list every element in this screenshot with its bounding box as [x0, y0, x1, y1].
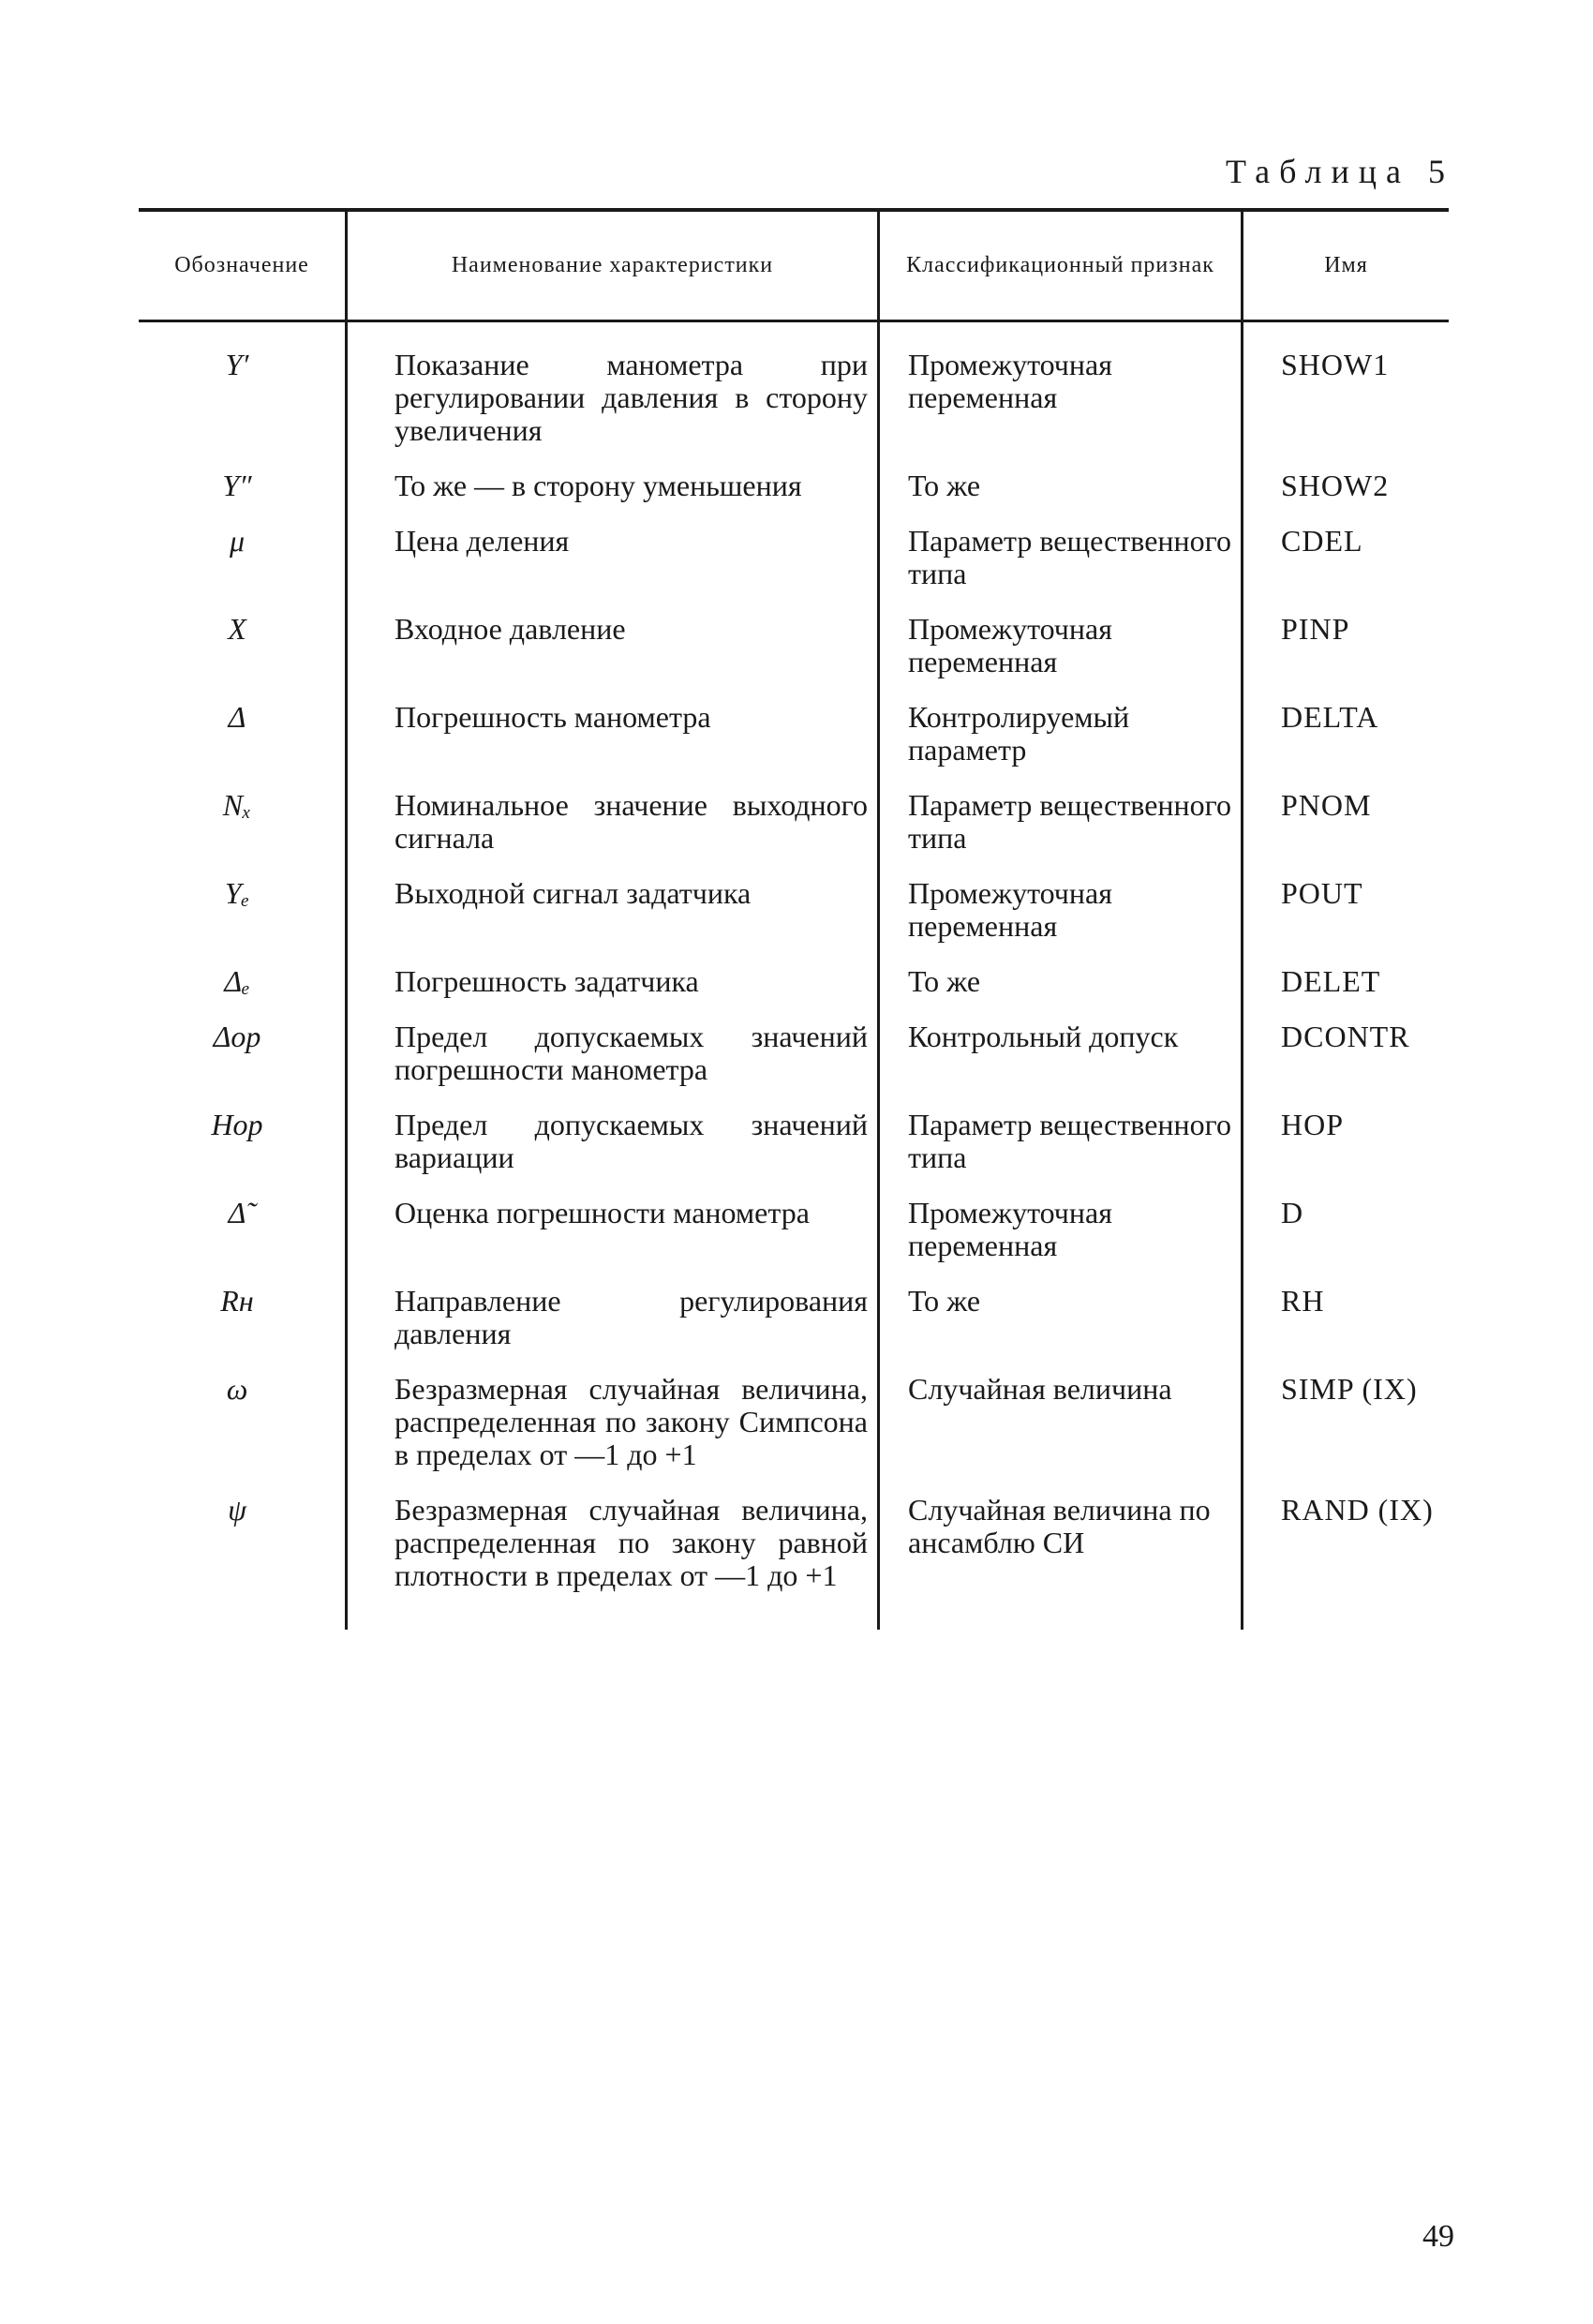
cell-name: Предел допускаемых значений вариации	[345, 1101, 877, 1189]
cell-classification: Контролируемый параметр	[877, 693, 1241, 782]
table-row	[139, 782, 1449, 870]
header-name: Наименование характеристики	[345, 212, 877, 320]
cell-classification: Промежуточная переменная	[877, 1189, 1241, 1277]
cell-classification: Случайная величина по ансамблю СИ	[877, 1486, 1241, 1630]
header-classification: Классификационный признак	[877, 212, 1241, 320]
table-row	[139, 1486, 1449, 1630]
cell-classification: Промежуточная переменная	[877, 322, 1241, 462]
page-number: 49	[1422, 2219, 1454, 2254]
cell-symbol: Hор	[211, 1108, 263, 1141]
cell-identifier: CDEL	[1241, 517, 1449, 605]
cell-classification: То же	[877, 462, 1241, 517]
cell-classification: Параметр вещественного типа	[877, 782, 1241, 870]
cell-symbol: Rн	[220, 1284, 254, 1318]
table-row	[139, 517, 1449, 605]
cell-classification: То же	[877, 958, 1241, 1013]
cell-name: Номинальное значение выходного сигнала	[345, 782, 877, 870]
cell-identifier: DELET	[1241, 958, 1449, 1013]
header-identifier: Имя	[1241, 212, 1449, 320]
cell-identifier: HOP	[1241, 1101, 1449, 1189]
cell-symbol: Y″	[222, 469, 252, 502]
cell-identifier: RH	[1241, 1277, 1449, 1365]
table-row	[139, 958, 1449, 1013]
cell-symbol: X	[228, 612, 246, 646]
cell-identifier: PINP	[1241, 605, 1449, 693]
header-symbol: Обозначение	[174, 253, 309, 278]
table-row	[139, 693, 1449, 782]
cell-name: Оценка погрешности манометра	[345, 1189, 877, 1277]
cell-name: Безразмерная случайная величина, распределенная по закону Симпсона в пределах от —1 до +1	[345, 1365, 877, 1486]
cell-identifier: DCONTR	[1241, 1013, 1449, 1101]
table-row	[139, 1189, 1449, 1277]
cell-identifier: SHOW2	[1241, 462, 1449, 517]
cell-identifier: PNOM	[1241, 782, 1449, 870]
table-row	[139, 1365, 1449, 1486]
characteristics-table	[139, 208, 1449, 1630]
cell-name: Погрешность манометра	[345, 693, 877, 782]
cell-name: Выходной сигнал задатчика	[345, 870, 877, 958]
cell-identifier: POUT	[1241, 870, 1449, 958]
cell-classification: Промежуточная переменная	[877, 605, 1241, 693]
cell-symbol: ω	[226, 1372, 248, 1406]
cell-symbol: Nₓ	[222, 788, 252, 822]
cell-classification: Параметр вещественного типа	[877, 1101, 1241, 1189]
cell-name: Показание манометра при регулировании давления в сторону увеличения	[345, 322, 877, 462]
table-row	[139, 1013, 1449, 1101]
cell-symbol: ψ	[228, 1493, 246, 1527]
table-row	[139, 870, 1449, 958]
cell-identifier: D	[1241, 1189, 1449, 1277]
table-row	[139, 605, 1449, 693]
cell-symbol: Δ̃	[228, 1196, 246, 1229]
table-caption: Таблица 5	[1226, 153, 1454, 190]
cell-classification: Промежуточная переменная	[877, 870, 1241, 958]
table-row	[139, 462, 1449, 517]
cell-identifier: DELTA	[1241, 693, 1449, 782]
cell-symbol: Δₑ	[224, 964, 250, 998]
cell-name: Входное давление	[345, 605, 877, 693]
cell-classification: Контрольный допуск	[877, 1013, 1241, 1101]
table-body	[139, 322, 1449, 1630]
cell-classification: Параметр вещественного типа	[877, 517, 1241, 605]
table-row	[139, 1101, 1449, 1189]
cell-symbol: Yₑ	[224, 876, 250, 910]
cell-name: Направление регулирования давления	[345, 1277, 877, 1365]
cell-name: Погрешность задатчика	[345, 958, 877, 1013]
table-row	[139, 1277, 1449, 1365]
cell-symbol: Δ	[228, 700, 246, 734]
cell-classification: Случайная величина	[877, 1365, 1241, 1486]
cell-classification: То же	[877, 1277, 1241, 1365]
cell-symbol: Δор	[213, 1020, 261, 1053]
cell-identifier: SHOW1	[1241, 322, 1449, 462]
table-header-row	[139, 212, 1449, 320]
cell-symbol: μ	[229, 524, 246, 558]
cell-name: Цена деления	[345, 517, 877, 605]
cell-identifier: SIMP (IX)	[1241, 1365, 1449, 1486]
cell-name: Предел допускаемых значений погрешности манометра	[345, 1013, 877, 1101]
cell-identifier: RAND (IX)	[1241, 1486, 1449, 1630]
cell-name: Безразмерная случайная величина, распределенная по закону равной плотности в пределах от —1 до +1	[345, 1486, 877, 1630]
cell-symbol: Y′	[225, 348, 249, 381]
table-row	[139, 322, 1449, 462]
cell-name: То же — в сторону уменьшения	[345, 462, 877, 517]
